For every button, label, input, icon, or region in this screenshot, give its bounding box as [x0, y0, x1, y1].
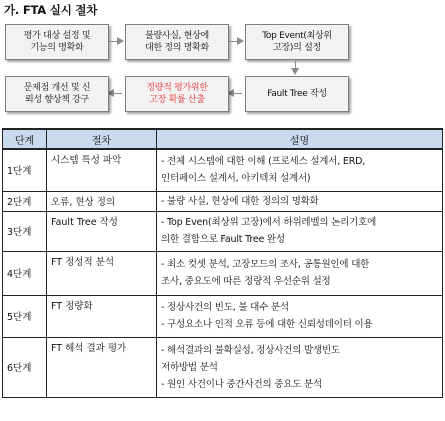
row-description — [157, 191, 443, 211]
flow-box-top-event — [245, 24, 349, 60]
table-row — [3, 149, 443, 191]
desc-line: 인터페이스 설계서, 아키텍처 설계서) — [161, 173, 311, 185]
row-procedure: FT 정량화 — [47, 295, 157, 337]
flow-arrow-3 — [295, 61, 296, 73]
desc-line: - 최소 컷셋 분석, 고장모드의 조사, 공통원인에 대한 — [161, 259, 370, 270]
desc-line: - Top Even(최상위 고장)에서 하위레벨의 논리기호에 — [161, 217, 377, 228]
row-procedure: 시스템 특성 파악 — [47, 149, 157, 191]
flow-box-probability-label: 정량적 평가위한 고장 확률 산출 — [146, 83, 208, 105]
table-row — [3, 211, 443, 251]
header-step: 단계 — [3, 129, 47, 149]
flow-arrow-2 — [229, 41, 242, 42]
row-step: 6단계 — [3, 337, 47, 397]
flow-box-top-event-label: Top Event(최상위 고장)의 설정 — [262, 31, 332, 53]
desc-line: - 원인 사건이나 중간사건의 중요도 분석 — [161, 378, 322, 390]
flow-arrow-1 — [109, 41, 122, 42]
row-procedure: Fault Tree 작성 — [47, 211, 157, 251]
row-step: 2단계 — [3, 191, 47, 211]
flow-box-scope-label: 평가 대상 설정 및 기능의 명확화 — [23, 31, 91, 53]
flow-box-define — [125, 24, 229, 60]
row-description — [157, 295, 443, 337]
row-step: 4단계 — [3, 251, 47, 295]
desc-line: 조사, 중요도에 따른 정량적 우선순위 설정 — [161, 276, 331, 287]
row-description — [157, 251, 443, 295]
table-row — [3, 251, 443, 295]
header-procedure: 절차 — [47, 129, 157, 149]
desc-line: 저하방법 분석 — [161, 361, 218, 373]
table-row — [3, 337, 443, 397]
procedure-table — [2, 128, 443, 398]
section-title: 가. FTA 실시 절차 — [4, 3, 98, 17]
flow-box-fault-tree — [245, 76, 349, 112]
row-step: 1단계 — [3, 149, 47, 191]
flow-box-scope — [5, 24, 109, 60]
row-procedure: 오류, 현상 정의 — [47, 191, 157, 211]
row-description — [157, 211, 443, 251]
row-step: 5단계 — [3, 295, 47, 337]
flow-box-probability — [125, 76, 229, 112]
row-procedure: FT 해석 결과 평가 — [47, 337, 157, 397]
desc-line: - 구성요소나 인적 오류 등에 대한 신뢰성데이터 이용 — [161, 319, 373, 330]
flow-arrow-4 — [229, 93, 242, 94]
desc-line: - 정상사건의 빈도, 불 대수 분석 — [161, 302, 289, 313]
flow-box-define-label: 불량사실, 현상에 대한 정의 명확화 — [145, 31, 209, 53]
row-step: 3단계 — [3, 211, 47, 251]
desc-line: - 해석결과의 불확실성, 정상사건의 발생빈도 — [161, 344, 340, 356]
header-description: 설명 — [157, 129, 443, 149]
table-row — [3, 295, 443, 337]
flow-box-improve — [5, 76, 109, 112]
flow-box-fault-tree-label: Fault Tree 작성 — [267, 89, 327, 99]
flow-arrow-5 — [109, 93, 122, 94]
flow-box-improve-label: 문제점 개선 및 신 뢰성 향상책 강구 — [23, 83, 91, 105]
row-description — [157, 149, 443, 191]
desc-line: - 불량 사실, 현상에 대한 정의의 명확화 — [161, 195, 319, 207]
desc-line: 의한 결합으로 Fault Tree 완성 — [161, 234, 285, 245]
table-header-row — [3, 129, 443, 149]
table-row — [3, 191, 443, 211]
row-procedure: FT 정성적 분석 — [47, 251, 157, 295]
row-description — [157, 337, 443, 397]
desc-line: - 전체 시스템에 대한 이해 (프로세스 설계서, ERD, — [161, 156, 366, 168]
